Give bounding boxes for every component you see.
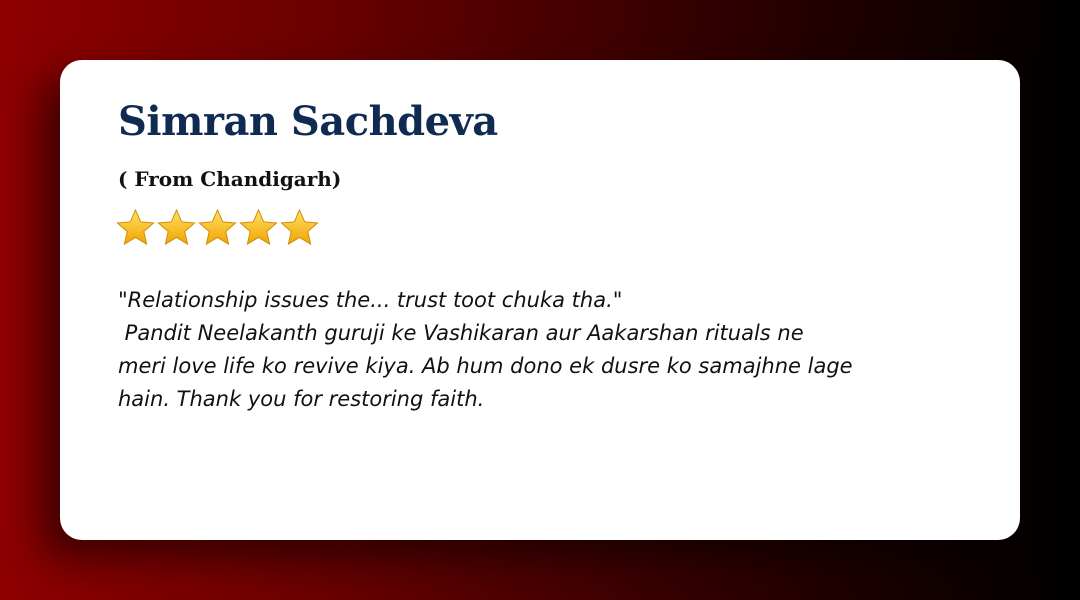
review-line: "Relationship issues the... trust toot chuka tha.": [118, 288, 623, 312]
reviewer-location: ( From Chandigarh): [118, 167, 342, 191]
star-rating: [116, 208, 319, 247]
review-line: hain. Thank you for restoring faith.: [118, 387, 485, 411]
testimonial-card: [60, 60, 1020, 540]
review-line: meri love life ko revive kiya. Ab hum dono ek dusre ko samajhne lage: [118, 354, 853, 378]
review-line: Pandit Neelakanth guruji ke Vashikaran aur Aakarshan rituals ne: [118, 321, 804, 345]
review-text: [118, 284, 978, 416]
star-icon: [198, 208, 237, 247]
star-icon: [116, 208, 155, 247]
star-icon: [239, 208, 278, 247]
star-icon: [280, 208, 319, 247]
star-icon: [157, 208, 196, 247]
reviewer-name: Simran Sachdeva: [118, 98, 498, 145]
